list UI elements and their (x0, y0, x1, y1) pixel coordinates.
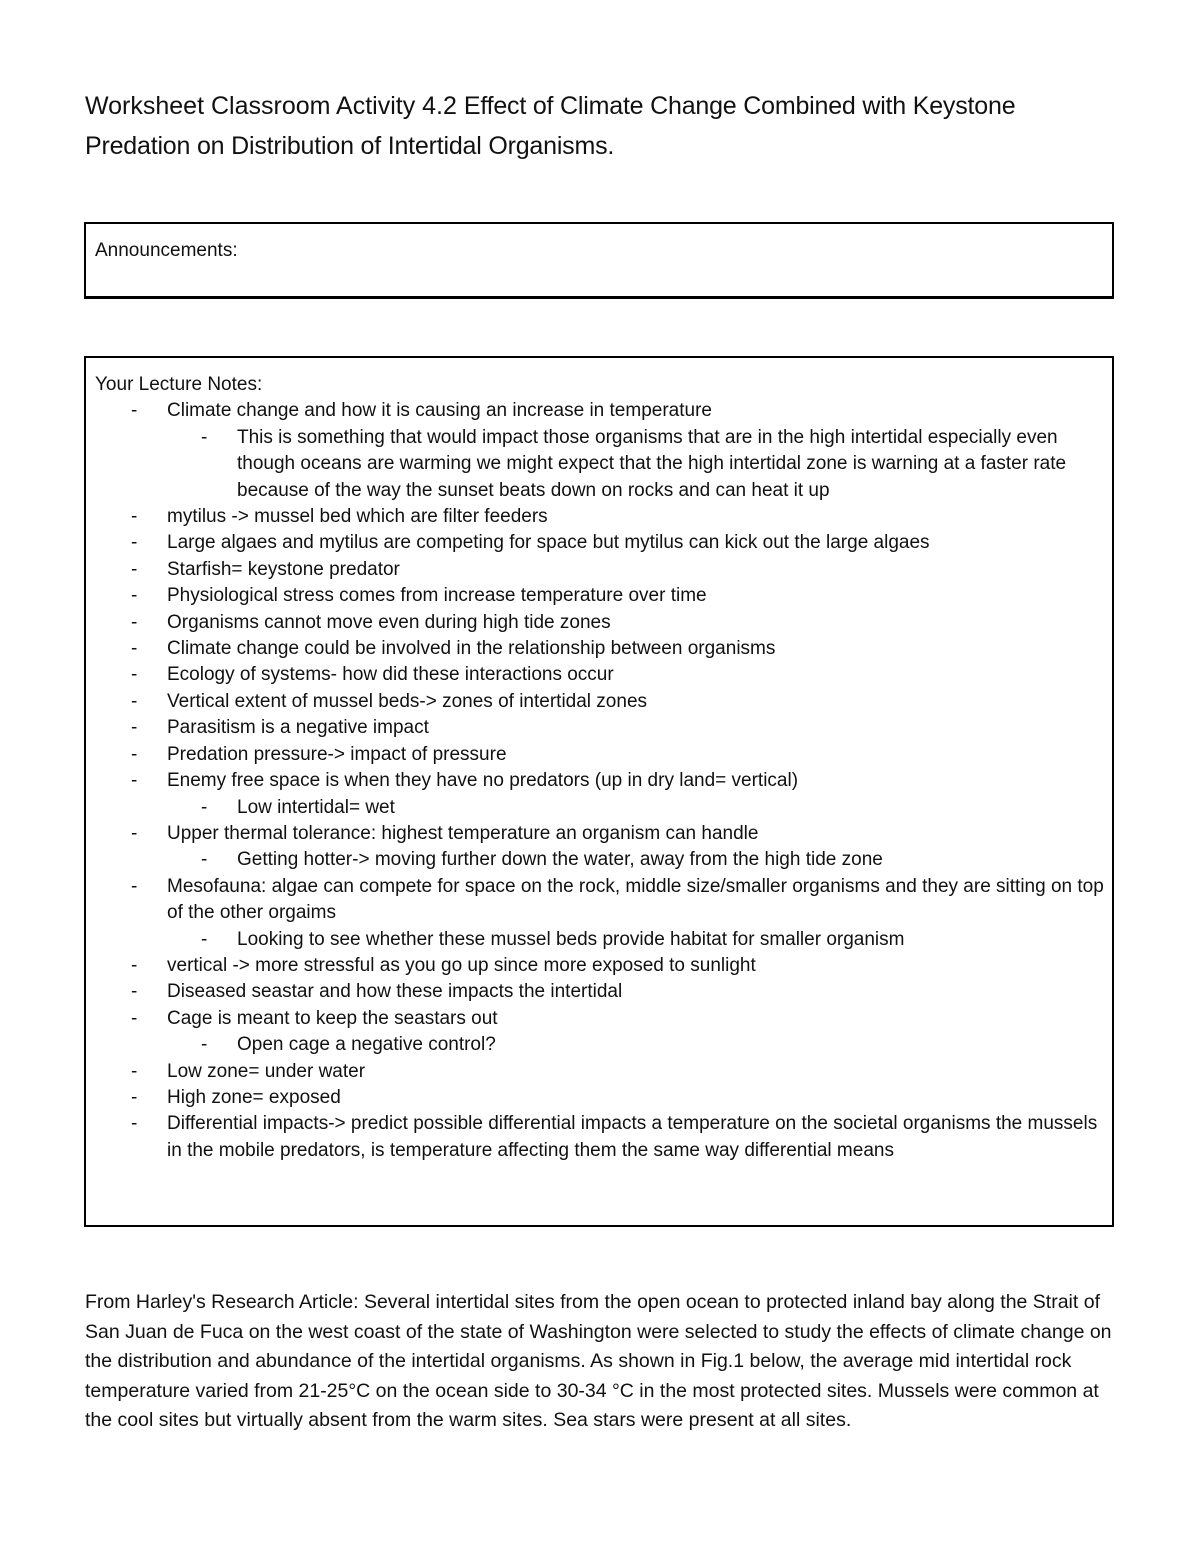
bullet-dash: - (201, 849, 208, 871)
bullet-dash: - (131, 717, 138, 739)
bullet-dash: - (201, 928, 208, 950)
bullet-dash: - (201, 796, 208, 818)
lecture-notes-box (84, 356, 1114, 1227)
announcements-box (84, 222, 1114, 299)
note-item (95, 557, 1112, 583)
note-item (95, 1059, 1112, 1085)
note-text: vertical -> more stressful as you go up since more exposed to sunlight (167, 954, 756, 976)
bullet-dash: - (201, 1034, 208, 1056)
bullet-dash: - (201, 426, 208, 448)
bullet-dash: - (131, 743, 138, 765)
note-item (95, 504, 1112, 530)
note-item (95, 1032, 1112, 1058)
bullet-dash: - (131, 532, 138, 554)
bullet-dash: - (131, 585, 138, 607)
bullet-dash: - (131, 1060, 138, 1082)
title-part1: Worksheet Classroom Activity 4.2 (85, 92, 457, 120)
note-item (95, 1085, 1112, 1111)
note-text: Cage is meant to keep the seastars out (167, 1007, 498, 1029)
note-text: Enemy free space is when they have no predators (up in dry land= vertical) (167, 770, 799, 792)
note-item (95, 689, 1112, 715)
note-item (95, 927, 1112, 953)
note-item (95, 398, 1112, 424)
bullet-dash: - (131, 400, 138, 422)
note-text: Upper thermal tolerance: highest temperature an organism can handle (167, 822, 759, 844)
note-text: Mesofauna: algae can compete for space on the rock, middle size/smaller organisms and they are sitting on top of the other orgaims (167, 875, 1104, 924)
bullet-dash: - (131, 875, 138, 897)
note-text: Starfish= keystone predator (167, 558, 400, 580)
note-item (95, 979, 1112, 1005)
note-item (95, 610, 1112, 636)
bullet-dash: - (131, 822, 138, 844)
note-text: Physiological stress comes from increase temperature over time (167, 585, 707, 607)
note-item (95, 768, 1112, 794)
note-text: Vertical extent of mussel beds-> zones of intertidal zones (167, 690, 648, 712)
note-text: Open cage a negative control? (237, 1034, 496, 1056)
bullet-dash: - (131, 664, 138, 686)
bullet-dash: - (131, 770, 138, 792)
note-item (95, 425, 1112, 504)
note-text: Climate change could be involved in the relationship between organisms (167, 638, 776, 660)
note-text: Low intertidal= wet (237, 796, 395, 818)
note-item (95, 953, 1112, 979)
bullet-dash: - (131, 1086, 138, 1108)
note-text: Looking to see whether these mussel beds provide habitat for smaller organism (237, 928, 905, 950)
bullet-dash: - (131, 690, 138, 712)
note-text: Differential impacts-> predict possible differential impacts a temperature on the societal organisms the mussels in the mobile predators, is temperature affecting them the same way differential means (167, 1113, 1098, 1161)
note-text: Low zone= under water (167, 1060, 366, 1082)
note-item (95, 1111, 1112, 1164)
note-text: Climate change and how it is causing an increase in temperature (167, 400, 712, 422)
note-item (95, 530, 1112, 556)
note-text: Diseased seastar and how these impacts the intertidal (167, 981, 623, 1003)
bullet-dash: - (131, 954, 138, 976)
note-item (95, 742, 1112, 768)
note-text: mytilus -> mussel bed which are filter feeders (167, 506, 548, 528)
note-item (95, 715, 1112, 741)
note-item (95, 662, 1112, 688)
note-item (95, 847, 1112, 873)
lecture-notes-label: Your Lecture Notes: (95, 374, 263, 395)
note-text: Large algaes and mytilus are competing for space but mytilus can kick out the large algaes (167, 532, 930, 554)
note-item (95, 874, 1112, 927)
bullet-dash: - (131, 1113, 138, 1135)
note-text: Predation pressure-> impact of pressure (167, 743, 507, 765)
bullet-dash: - (131, 981, 138, 1003)
bullet-dash: - (131, 558, 138, 580)
note-text: Parasitism is a negative impact (167, 717, 429, 739)
note-item (95, 795, 1112, 821)
bullet-dash: - (131, 1007, 138, 1029)
note-item (95, 821, 1112, 847)
note-text: Ecology of systems- how did these interactions occur (167, 664, 614, 686)
announcements-label: Announcements: (95, 240, 238, 261)
note-item (95, 636, 1112, 662)
page-title (85, 86, 1085, 166)
note-item (95, 583, 1112, 609)
note-text: This is something that would impact those organisms that are in the high intertidal especially even though oceans are warming we might expect that the high intertidal zone is warning at a faster rate because of the way the sunset beats down on rocks and can heat it up (237, 426, 1067, 501)
bullet-dash: - (131, 611, 138, 633)
note-text: Organisms cannot move even during high tide zones (167, 611, 611, 633)
title-part2: Effect of Climate Change Combined with Keystone Predation on Distribution of Intertidal Organisms. (85, 92, 1016, 160)
note-item (95, 1006, 1112, 1032)
note-text: Getting hotter-> moving further down the water, away from the high tide zone (237, 849, 883, 871)
notes-list (95, 398, 1112, 1164)
bullet-dash: - (131, 638, 138, 660)
article-paragraph: From Harley's Research Article: Several intertidal sites from the open ocean to protected inland bay along the Strait of San Juan de Fuca on the west coast of the state of Washington were selected to study the effects of climate change on the distribution and abundance of the intertidal organisms. As shown in Fig.1 below, the average mid intertidal rock temperature varied from 21-25°C on the ocean side to 30-34 °C in the most protected sites. Mussels were common at the cool sites but virtually absent from the warm sites. Sea stars were present at all sites. (85, 1291, 1112, 1431)
note-text: High zone= exposed (167, 1086, 341, 1108)
bullet-dash: - (131, 506, 138, 528)
